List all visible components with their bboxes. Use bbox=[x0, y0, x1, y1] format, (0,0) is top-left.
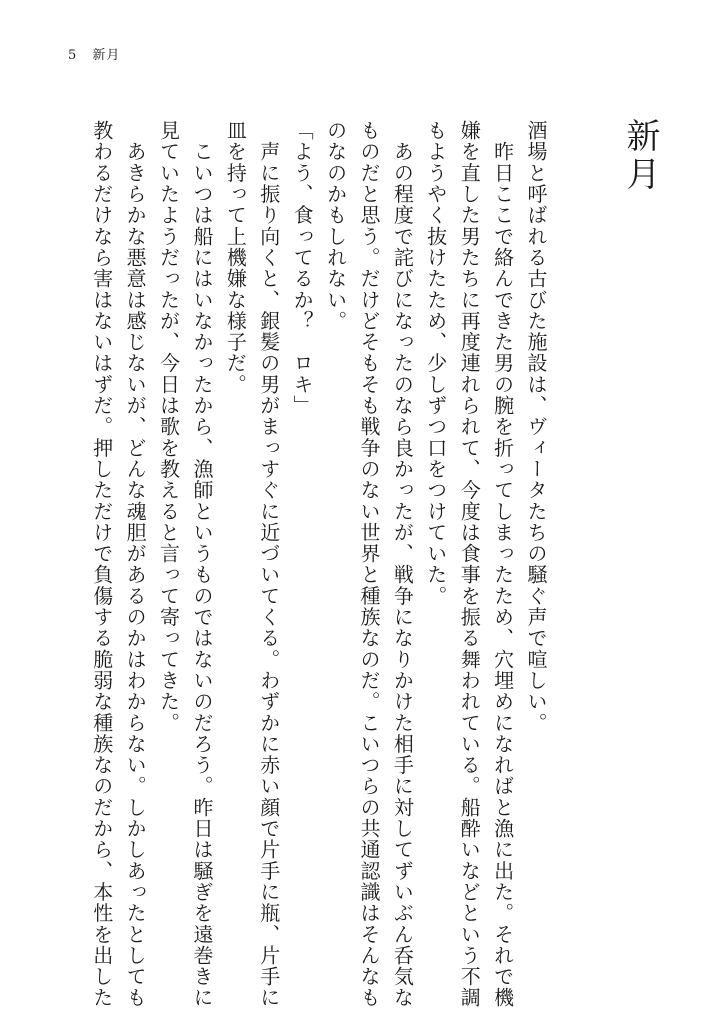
text-line: 見ていたようだったが、今日は歌を教えると言って寄ってきた。 bbox=[156, 120, 181, 734]
text-line: ものだと思う。だけどそもそも戦争のない世界と種族なのだ。こいつらの共通認識はそんなも bbox=[356, 120, 381, 1009]
text-line: あきらかな悪意は感じないが、どんな魂胆があるのかはわからない。しかしあったとしても bbox=[123, 120, 148, 1009]
text-line: のなのかもしれない。 bbox=[323, 120, 348, 332]
text-line: こいつは船にはいなかったから、漁師というものではないのだろう。昨日は騒ぎを遠巻きに bbox=[189, 120, 214, 1009]
text-line: 「よう、食ってるか？ ロキ」 bbox=[290, 120, 315, 417]
running-header bbox=[68, 44, 120, 63]
text-line: もようやく抜けたため、少しずつ口をつけていた。 bbox=[423, 120, 448, 607]
running-title: 新月 bbox=[92, 48, 121, 63]
text-line: 昨日ここで絡んできた男の腕を折ってしまったため、穴埋めになればと漁に出た。それで機 bbox=[490, 120, 515, 1009]
text-line: 酒場と呼ばれる古びた施設は、ヴィータたちの騒ぐ声で喧しい。 bbox=[524, 120, 548, 734]
chapter-title: 新月 bbox=[620, 118, 660, 194]
text-line: 教わるだけなら害はないはずだ。押しただけで負傷する脆弱な種族なのだから、本性を出した bbox=[89, 120, 114, 1009]
text-line: 声に振り向くと、銀髪の男がまっすぐに近づいてくる。わずかに赤い顔で片手に瓶、片手に bbox=[256, 120, 281, 1009]
body-text bbox=[84, 120, 552, 1009]
text-line: 皿を持って上機嫌な様子だ。 bbox=[223, 120, 248, 395]
page-number: 5 bbox=[68, 48, 78, 63]
text-line: あの程度で詫びになったのなら良かったが、戦争になりかけた相手に対してずいぶん呑気な bbox=[390, 120, 415, 1009]
text-line: 嫌を直した男たちに再度連れられて、今度は食事を振る舞われている。船酔いなどという不調 bbox=[457, 120, 482, 1009]
